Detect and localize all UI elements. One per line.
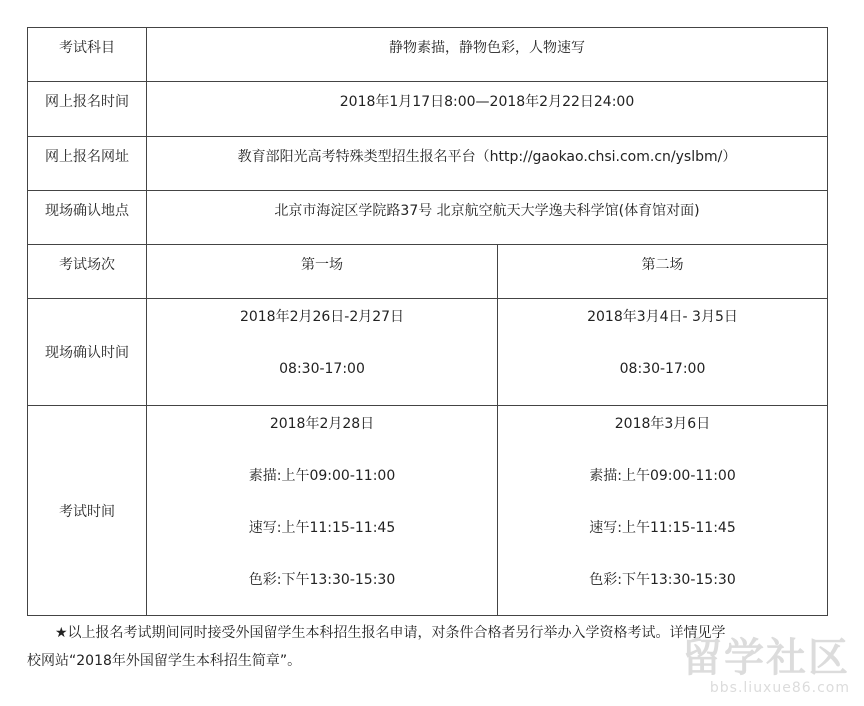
confirm-time-1-hours: 08:30-17:00 [279, 361, 365, 377]
session-2: 第二场 [498, 245, 828, 299]
confirm-time-2-date: 2018年3月4日- 3月5日 [587, 309, 738, 325]
exam-2-speed: 速写:上午11:15-11:45 [589, 520, 736, 536]
table-row [28, 28, 828, 82]
confirm-time-label: 现场确认时间 [28, 299, 147, 406]
subject-value: 静物素描，静物色彩，人物速写 [147, 28, 828, 82]
exam-time-2 [498, 406, 828, 616]
exam-2-sketch: 素描:上午09:00-11:00 [589, 468, 736, 484]
exam-1-color: 色彩:下午13:30-15:30 [248, 572, 396, 588]
table-row [28, 299, 828, 406]
exam-info-table [27, 27, 828, 616]
exam-1-speed: 速写:上午11:15-11:45 [248, 520, 396, 536]
confirm-place-value: 北京市海淀区学院路37号 北京航空航天大学逸夫科学馆(体育馆对面) [147, 191, 828, 245]
confirm-time-2-hours: 08:30-17:00 [619, 361, 706, 377]
exam-time-1 [147, 406, 498, 616]
exam-1-sketch: 素描:上午09:00-11:00 [248, 468, 396, 484]
registration-url-label: 网上报名网址 [28, 137, 147, 191]
exam-2-color: 色彩:下午13:30-15:30 [589, 572, 736, 588]
confirm-time-1 [147, 299, 498, 406]
footnote-line-1: ★以上报名考试期间同时接受外国留学生本科招生报名申请，对条件合格者另行举办入学资格考试。详情见学 [55, 625, 726, 641]
exam-1-date: 2018年2月28日 [269, 416, 375, 432]
watermark-url: bbs.liuxue86.com [709, 680, 850, 696]
session-1: 第一场 [147, 245, 498, 299]
table-row [28, 406, 828, 616]
registration-time-value: 2018年1月17日8:00—2018年2月22日24:00 [147, 82, 828, 137]
exam-2-date: 2018年3月6日 [614, 416, 711, 432]
exam-time-label: 考试时间 [28, 406, 147, 616]
registration-time-label: 网上报名时间 [28, 82, 147, 137]
confirm-time-2 [498, 299, 828, 406]
subject-label: 考试科目 [28, 28, 147, 82]
watermark-text: 留学社区 [682, 635, 850, 681]
table-row [28, 137, 828, 191]
exam-info-sheet [27, 27, 827, 616]
session-label: 考试场次 [28, 245, 147, 299]
table-row [28, 82, 828, 137]
confirm-time-1-date: 2018年2月26日-2月27日 [239, 309, 405, 325]
watermark-logo [682, 636, 850, 696]
confirm-place-label: 现场确认地点 [28, 191, 147, 245]
registration-url-value: 教育部阳光高考特殊类型招生报名平台（http://gaokao.chsi.com.cn/yslbm/） [147, 137, 828, 191]
footnote-line-2: 校网站“2018年外国留学生本科招生简章”。 [27, 653, 302, 669]
table-row [28, 245, 828, 299]
table-row [28, 191, 828, 245]
